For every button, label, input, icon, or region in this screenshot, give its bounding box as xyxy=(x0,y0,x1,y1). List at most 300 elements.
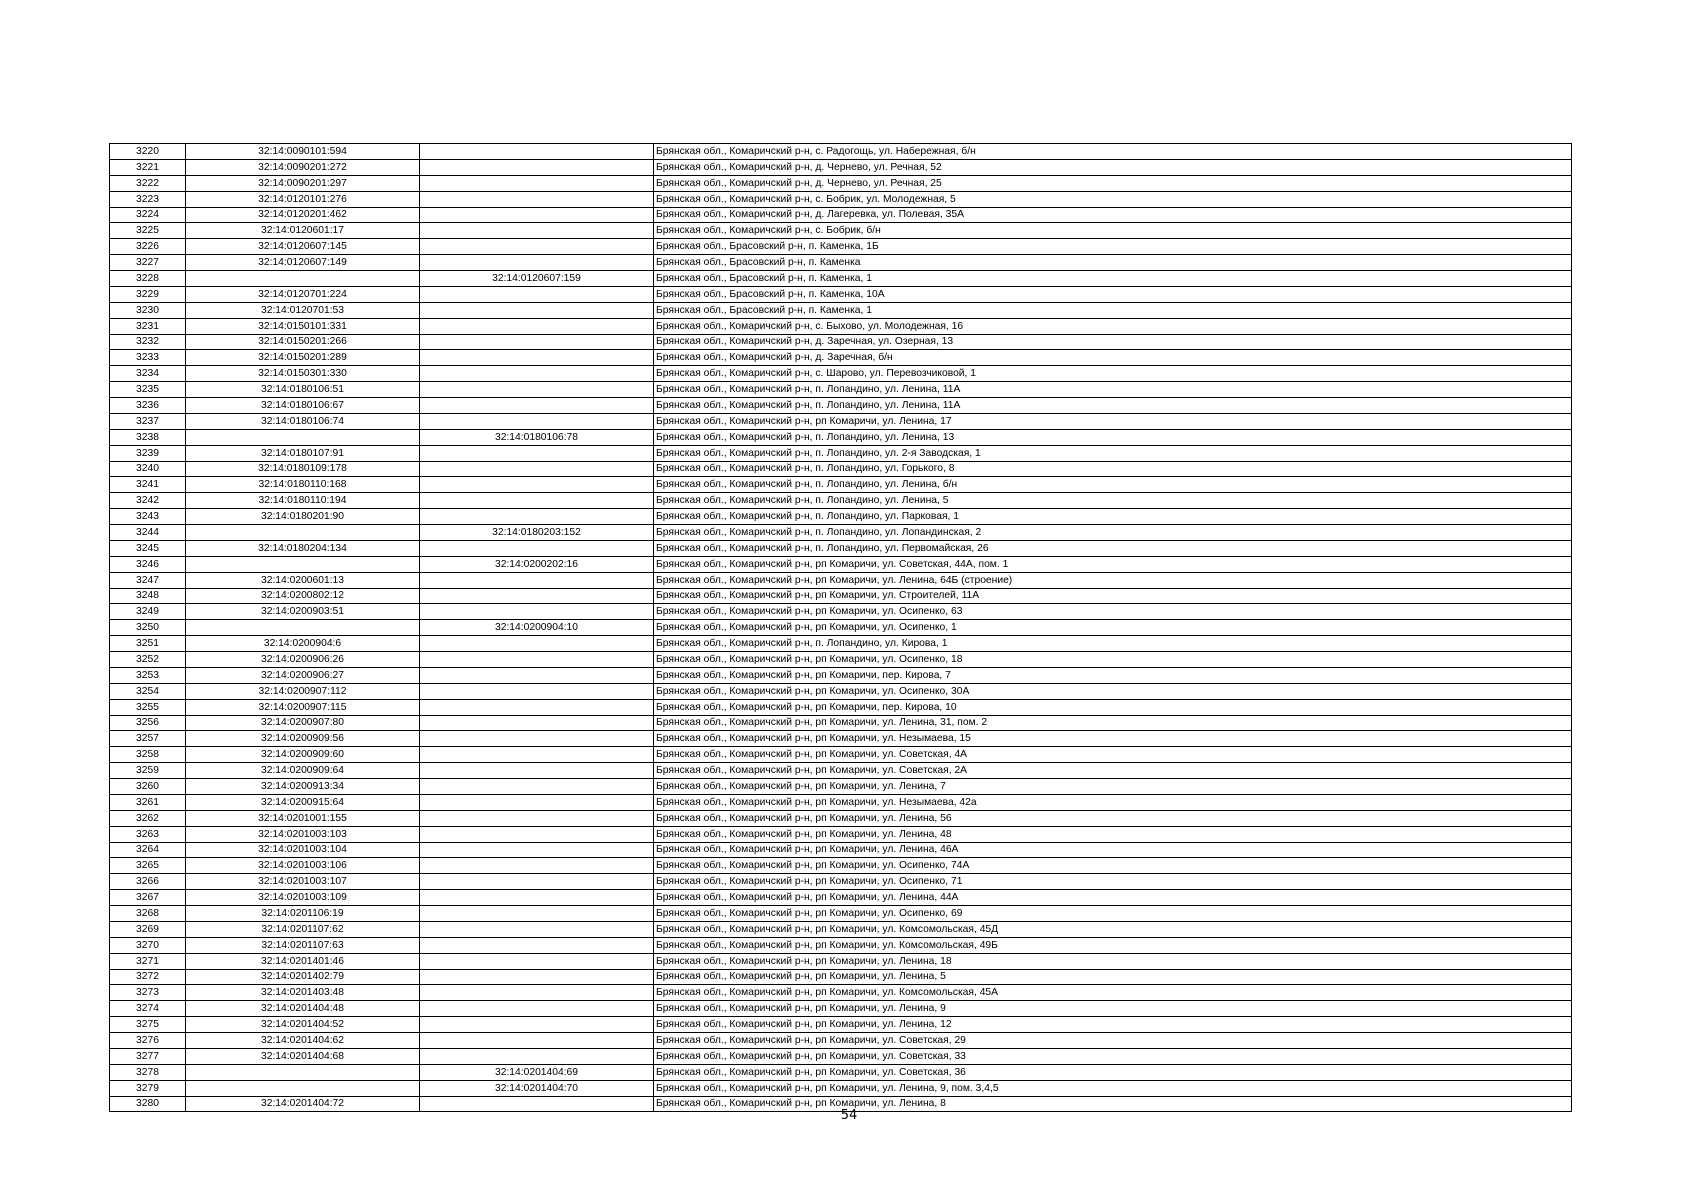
address-cell: Брянская обл., Комаричский р-н, рп Комаричи, пер. Кирова, 7 xyxy=(654,667,1572,683)
cadastral-number-cell: 32:14:0200907:112 xyxy=(186,683,420,699)
related-cadastral-number-cell xyxy=(420,921,654,937)
cadastral-number-cell: 32:14:0200907:115 xyxy=(186,699,420,715)
cadastral-number-cell: 32:14:0200913:34 xyxy=(186,779,420,795)
address-cell: Брянская обл., Комаричский р-н, рп Комаричи, ул. Строителей, 11А xyxy=(654,588,1572,604)
related-cadastral-number-cell xyxy=(420,667,654,683)
related-cadastral-number-cell xyxy=(420,398,654,414)
table-row xyxy=(110,588,1572,604)
table-row xyxy=(110,747,1572,763)
related-cadastral-number-cell xyxy=(420,810,654,826)
address-cell: Брянская обл., Комаричский р-н, рп Комаричи, ул. Ленина, 64Б (строение) xyxy=(654,572,1572,588)
registry-table xyxy=(109,143,1572,1112)
table-row xyxy=(110,413,1572,429)
cadastral-number-cell: 32:14:0201106:19 xyxy=(186,906,420,922)
related-cadastral-number-cell xyxy=(420,652,654,668)
row-number-cell: 3270 xyxy=(110,937,186,953)
related-cadastral-number-cell xyxy=(420,985,654,1001)
related-cadastral-number-cell xyxy=(420,382,654,398)
address-cell: Брянская обл., Комаричский р-н, рп Комаричи, ул. Осипенко, 30А xyxy=(654,683,1572,699)
address-cell: Брянская обл., Комаричский р-н, д. Черневo, ул. Речная, 52 xyxy=(654,159,1572,175)
row-number-cell: 3275 xyxy=(110,1017,186,1033)
related-cadastral-number-cell xyxy=(420,350,654,366)
table-row xyxy=(110,286,1572,302)
table-row xyxy=(110,556,1572,572)
address-cell: Брянская обл., Комаричский р-н, рп Комаричи, ул. Осипенко, 1 xyxy=(654,620,1572,636)
table-row xyxy=(110,398,1572,414)
row-number-cell: 3236 xyxy=(110,398,186,414)
address-cell: Брянская обл., Комаричский р-н, д. Заречная, б/н xyxy=(654,350,1572,366)
row-number-cell: 3262 xyxy=(110,810,186,826)
cadastral-number-cell: 32:14:0201404:52 xyxy=(186,1017,420,1033)
address-cell: Брянская обл., Комаричский р-н, п. Лопандино, ул. Ленина, 11А xyxy=(654,382,1572,398)
address-cell: Брянская обл., Комаричский р-н, д. Черневo, ул. Речная, 25 xyxy=(654,175,1572,191)
address-cell: Брянская обл., Комаричский р-н, рп Комаричи, ул. Советская, 36 xyxy=(654,1064,1572,1080)
cadastral-number-cell: 32:14:0201107:63 xyxy=(186,937,420,953)
address-cell: Брянская обл., Комаричский р-н, рп Комаричи, ул. Осипенко, 71 xyxy=(654,874,1572,890)
table-row xyxy=(110,953,1572,969)
address-cell: Брянская обл., Комаричский р-н, рп Комаричи, пер. Кирова, 10 xyxy=(654,699,1572,715)
address-cell: Брянская обл., Комаричский р-н, рп Комаричи, ул. Ленина, 12 xyxy=(654,1017,1572,1033)
related-cadastral-number-cell: 32:14:0201404:69 xyxy=(420,1064,654,1080)
cadastral-number-cell: 32:14:0200909:56 xyxy=(186,731,420,747)
related-cadastral-number-cell xyxy=(420,953,654,969)
related-cadastral-number-cell xyxy=(420,890,654,906)
related-cadastral-number-cell xyxy=(420,540,654,556)
address-cell: Брянская обл., Брасовский р-н, п. Каменка xyxy=(654,255,1572,271)
cadastral-number-cell: 32:14:0120607:145 xyxy=(186,239,420,255)
address-cell: Брянская обл., Брасовский р-н, п. Каменка, 1 xyxy=(654,271,1572,287)
page-number: 54 xyxy=(840,1108,858,1123)
cadastral-number-cell: 32:14:0201401:46 xyxy=(186,953,420,969)
related-cadastral-number-cell xyxy=(420,175,654,191)
row-number-cell: 3252 xyxy=(110,652,186,668)
address-cell: Брянская обл., Комаричский р-н, д. Лагеревка, ул. Полевая, 35А xyxy=(654,207,1572,223)
cadastral-number-cell: 32:14:0200906:27 xyxy=(186,667,420,683)
row-number-cell: 3274 xyxy=(110,1001,186,1017)
table-row xyxy=(110,1017,1572,1033)
address-cell: Брянская обл., Комаричский р-н, с. Бобрик, ул. Молодежная, 5 xyxy=(654,191,1572,207)
address-cell: Брянская обл., Комаричский р-н, рп Комаричи, ул. Ленина, 46А xyxy=(654,842,1572,858)
table-row xyxy=(110,604,1572,620)
table-row xyxy=(110,1001,1572,1017)
address-cell: Брянская обл., Комаричский р-н, рп Комаричи, ул. Комсомольская, 49Б xyxy=(654,937,1572,953)
related-cadastral-number-cell: 32:14:0120607:159 xyxy=(420,271,654,287)
address-cell: Брянская обл., Комаричский р-н, рп Комаричи, ул. Ленина, 18 xyxy=(654,953,1572,969)
cadastral-number-cell: 32:14:0201402:79 xyxy=(186,969,420,985)
related-cadastral-number-cell xyxy=(420,493,654,509)
address-cell: Брянская обл., Комаричский р-н, рп Комаричи, ул. Советская, 33 xyxy=(654,1048,1572,1064)
table-row xyxy=(110,620,1572,636)
table-row xyxy=(110,445,1572,461)
cadastral-number-cell: 32:14:0200802:12 xyxy=(186,588,420,604)
table-row xyxy=(110,715,1572,731)
address-cell: Брянская обл., Комаричский р-н, рп Комаричи, ул. Осипенко, 74А xyxy=(654,858,1572,874)
cadastral-number-cell: 32:14:0201003:106 xyxy=(186,858,420,874)
related-cadastral-number-cell xyxy=(420,826,654,842)
row-number-cell: 3272 xyxy=(110,969,186,985)
related-cadastral-number-cell xyxy=(420,1001,654,1017)
row-number-cell: 3280 xyxy=(110,1096,186,1112)
table-row xyxy=(110,826,1572,842)
row-number-cell: 3228 xyxy=(110,271,186,287)
cadastral-number-cell: 32:14:0201003:107 xyxy=(186,874,420,890)
row-number-cell: 3249 xyxy=(110,604,186,620)
cadastral-number-cell: 32:14:0120101:276 xyxy=(186,191,420,207)
row-number-cell: 3223 xyxy=(110,191,186,207)
related-cadastral-number-cell xyxy=(420,445,654,461)
row-number-cell: 3251 xyxy=(110,636,186,652)
address-cell: Брянская обл., Комаричский р-н, рп Комаричи, ул. Советская, 29 xyxy=(654,1033,1572,1049)
related-cadastral-number-cell: 32:14:0200904:10 xyxy=(420,620,654,636)
row-number-cell: 3261 xyxy=(110,794,186,810)
related-cadastral-number-cell xyxy=(420,1033,654,1049)
table-row xyxy=(110,223,1572,239)
cadastral-number-cell xyxy=(186,429,420,445)
address-cell: Брянская обл., Комаричский р-н, п. Лопандино, ул. Первомайская, 26 xyxy=(654,540,1572,556)
address-cell: Брянская обл., Комаричский р-н, п. Лопандино, ул. Парковая, 1 xyxy=(654,509,1572,525)
table-row xyxy=(110,255,1572,271)
address-cell: Брянская обл., Комаричский р-н, рп Комаричи, ул. Ленина, 9 xyxy=(654,1001,1572,1017)
row-number-cell: 3227 xyxy=(110,255,186,271)
cadastral-number-cell: 32:14:0200903:51 xyxy=(186,604,420,620)
row-number-cell: 3241 xyxy=(110,477,186,493)
cadastral-number-cell: 32:14:0201403:48 xyxy=(186,985,420,1001)
related-cadastral-number-cell xyxy=(420,255,654,271)
related-cadastral-number-cell: 32:14:0201404:70 xyxy=(420,1080,654,1096)
cadastral-number-cell: 32:14:0180204:134 xyxy=(186,540,420,556)
address-cell: Брянская обл., Комаричский р-н, с. Шарово, ул. Перевозчиковой, 1 xyxy=(654,366,1572,382)
related-cadastral-number-cell xyxy=(420,413,654,429)
cadastral-number-cell: 32:14:0201003:104 xyxy=(186,842,420,858)
table-row xyxy=(110,334,1572,350)
table-row xyxy=(110,652,1572,668)
table-row xyxy=(110,191,1572,207)
related-cadastral-number-cell xyxy=(420,874,654,890)
cadastral-number-cell: 32:14:0180201:90 xyxy=(186,509,420,525)
related-cadastral-number-cell xyxy=(420,969,654,985)
related-cadastral-number-cell xyxy=(420,1048,654,1064)
related-cadastral-number-cell xyxy=(420,509,654,525)
address-cell: Брянская обл., Комаричский р-н, п. Лопандино, ул. Ленина, 11А xyxy=(654,398,1572,414)
cadastral-number-cell: 32:14:0180109:178 xyxy=(186,461,420,477)
row-number-cell: 3257 xyxy=(110,731,186,747)
cadastral-number-cell: 32:14:0201003:109 xyxy=(186,890,420,906)
related-cadastral-number-cell xyxy=(420,937,654,953)
related-cadastral-number-cell xyxy=(420,588,654,604)
address-cell: Брянская обл., Комаричский р-н, рп Комаричи, ул. Ленина, 56 xyxy=(654,810,1572,826)
address-cell: Брянская обл., Комаричский р-н, рп Комаричи, ул. Комсомольская, 45Д xyxy=(654,921,1572,937)
address-cell: Брянская обл., Комаричский р-н, рп Комаричи, ул. Ленина, 31, пом. 2 xyxy=(654,715,1572,731)
row-number-cell: 3220 xyxy=(110,144,186,160)
row-number-cell: 3269 xyxy=(110,921,186,937)
address-cell: Брянская обл., Комаричский р-н, рп Комаричи, ул. Комсомольская, 45А xyxy=(654,985,1572,1001)
cadastral-number-cell: 32:14:0150101:331 xyxy=(186,318,420,334)
cadastral-number-cell: 32:14:0201404:72 xyxy=(186,1096,420,1112)
address-cell: Брянская обл., Комаричский р-н, рп Комаричи, ул. Ленина, 48 xyxy=(654,826,1572,842)
related-cadastral-number-cell xyxy=(420,334,654,350)
table-row xyxy=(110,1080,1572,1096)
table-row xyxy=(110,382,1572,398)
cadastral-number-cell: 32:14:0200907:80 xyxy=(186,715,420,731)
row-number-cell: 3267 xyxy=(110,890,186,906)
address-cell: Брянская обл., Комаричский р-н, п. Лопандино, ул. Горького, 8 xyxy=(654,461,1572,477)
table-row xyxy=(110,159,1572,175)
cadastral-number-cell: 32:14:0120601:17 xyxy=(186,223,420,239)
address-cell: Брянская обл., Комаричский р-н, с. Радогощь, ул. Набережная, б/н xyxy=(654,144,1572,160)
cadastral-number-cell xyxy=(186,1080,420,1096)
table-row xyxy=(110,493,1572,509)
address-cell: Брянская обл., Брасовский р-н, п. Каменка, 1Б xyxy=(654,239,1572,255)
related-cadastral-number-cell xyxy=(420,144,654,160)
cadastral-number-cell: 32:14:0180106:67 xyxy=(186,398,420,414)
table-row xyxy=(110,858,1572,874)
table-row xyxy=(110,667,1572,683)
address-cell: Брянская обл., Комаричский р-н, рп Комаричи, ул. Ленина, 5 xyxy=(654,969,1572,985)
table-row xyxy=(110,350,1572,366)
address-cell: Брянская обл., Комаричский р-н, рп Комаричи, ул. Осипенко, 63 xyxy=(654,604,1572,620)
row-number-cell: 3238 xyxy=(110,429,186,445)
row-number-cell: 3258 xyxy=(110,747,186,763)
table-row xyxy=(110,429,1572,445)
cadastral-number-cell xyxy=(186,556,420,572)
related-cadastral-number-cell xyxy=(420,366,654,382)
table-row xyxy=(110,906,1572,922)
table-row xyxy=(110,271,1572,287)
related-cadastral-number-cell: 32:14:0180203:152 xyxy=(420,525,654,541)
table-row xyxy=(110,1064,1572,1080)
row-number-cell: 3243 xyxy=(110,509,186,525)
table-row xyxy=(110,1048,1572,1064)
row-number-cell: 3271 xyxy=(110,953,186,969)
row-number-cell: 3244 xyxy=(110,525,186,541)
row-number-cell: 3247 xyxy=(110,572,186,588)
table-row xyxy=(110,477,1572,493)
row-number-cell: 3233 xyxy=(110,350,186,366)
cadastral-number-cell: 32:14:0200906:26 xyxy=(186,652,420,668)
related-cadastral-number-cell xyxy=(420,683,654,699)
table-row xyxy=(110,810,1572,826)
row-number-cell: 3255 xyxy=(110,699,186,715)
related-cadastral-number-cell xyxy=(420,572,654,588)
related-cadastral-number-cell xyxy=(420,461,654,477)
address-cell: Брянская обл., Комаричский р-н, рп Комаричи, ул. Осипенко, 69 xyxy=(654,906,1572,922)
address-cell: Брянская обл., Комаричский р-н, с. Быхово, ул. Молодежная, 16 xyxy=(654,318,1572,334)
row-number-cell: 3231 xyxy=(110,318,186,334)
related-cadastral-number-cell xyxy=(420,191,654,207)
address-cell: Брянская обл., Комаричский р-н, рп Комаричи, ул. Ленина, 8 xyxy=(654,1096,1572,1112)
cadastral-number-cell: 32:14:0120201:462 xyxy=(186,207,420,223)
related-cadastral-number-cell xyxy=(420,747,654,763)
cadastral-number-cell xyxy=(186,271,420,287)
table-row xyxy=(110,779,1572,795)
address-cell: Брянская обл., Комаричский р-н, рп Комаричи, ул. Ленина, 7 xyxy=(654,779,1572,795)
related-cadastral-number-cell xyxy=(420,763,654,779)
row-number-cell: 3264 xyxy=(110,842,186,858)
address-cell: Брянская обл., Брасовский р-н, п. Каменка, 10А xyxy=(654,286,1572,302)
row-number-cell: 3265 xyxy=(110,858,186,874)
table-row xyxy=(110,985,1572,1001)
cadastral-number-cell: 32:14:0200909:64 xyxy=(186,763,420,779)
row-number-cell: 3240 xyxy=(110,461,186,477)
table-row xyxy=(110,731,1572,747)
cadastral-number-cell: 32:14:0201003:103 xyxy=(186,826,420,842)
table-row xyxy=(110,525,1572,541)
related-cadastral-number-cell xyxy=(420,842,654,858)
address-cell: Брянская обл., Комаричский р-н, рп Комаричи, ул. Ленина, 44А xyxy=(654,890,1572,906)
table-row xyxy=(110,239,1572,255)
address-cell: Брянская обл., Комаричский р-н, п. Лопандино, ул. Ленина, 13 xyxy=(654,429,1572,445)
address-cell: Брянская обл., Комаричский р-н, рп Комаричи, ул. Советская, 2А xyxy=(654,763,1572,779)
cadastral-number-cell: 32:14:0090201:297 xyxy=(186,175,420,191)
row-number-cell: 3248 xyxy=(110,588,186,604)
row-number-cell: 3260 xyxy=(110,779,186,795)
cadastral-number-cell: 32:14:0180106:51 xyxy=(186,382,420,398)
related-cadastral-number-cell xyxy=(420,636,654,652)
row-number-cell: 3253 xyxy=(110,667,186,683)
related-cadastral-number-cell xyxy=(420,207,654,223)
cadastral-number-cell xyxy=(186,525,420,541)
address-cell: Брянская обл., Комаричский р-н, с. Бобрик, б/н xyxy=(654,223,1572,239)
cadastral-number-cell: 32:14:0120607:149 xyxy=(186,255,420,271)
cadastral-number-cell: 32:14:0120701:224 xyxy=(186,286,420,302)
address-cell: Брянская обл., Брасовский р-н, п. Каменка, 1 xyxy=(654,302,1572,318)
row-number-cell: 3242 xyxy=(110,493,186,509)
row-number-cell: 3263 xyxy=(110,826,186,842)
row-number-cell: 3235 xyxy=(110,382,186,398)
row-number-cell: 3273 xyxy=(110,985,186,1001)
table-row xyxy=(110,969,1572,985)
address-cell: Брянская обл., Комаричский р-н, рп Комаричи, ул. Незымаева, 15 xyxy=(654,731,1572,747)
row-number-cell: 3245 xyxy=(110,540,186,556)
related-cadastral-number-cell xyxy=(420,858,654,874)
table-row xyxy=(110,572,1572,588)
row-number-cell: 3230 xyxy=(110,302,186,318)
table-row xyxy=(110,636,1572,652)
related-cadastral-number-cell: 32:14:0200202:16 xyxy=(420,556,654,572)
related-cadastral-number-cell xyxy=(420,159,654,175)
table-row xyxy=(110,842,1572,858)
related-cadastral-number-cell xyxy=(420,779,654,795)
address-cell: Брянская обл., Комаричский р-н, п. Лопандино, ул. Лопандинская, 2 xyxy=(654,525,1572,541)
related-cadastral-number-cell xyxy=(420,906,654,922)
table-row xyxy=(110,699,1572,715)
row-number-cell: 3225 xyxy=(110,223,186,239)
row-number-cell: 3232 xyxy=(110,334,186,350)
table-row xyxy=(110,207,1572,223)
table-row xyxy=(110,509,1572,525)
row-number-cell: 3276 xyxy=(110,1033,186,1049)
row-number-cell: 3277 xyxy=(110,1048,186,1064)
related-cadastral-number-cell xyxy=(420,699,654,715)
row-number-cell: 3239 xyxy=(110,445,186,461)
table-row xyxy=(110,175,1572,191)
cadastral-number-cell: 32:14:0090101:594 xyxy=(186,144,420,160)
row-number-cell: 3222 xyxy=(110,175,186,191)
cadastral-number-cell: 32:14:0150201:289 xyxy=(186,350,420,366)
cadastral-number-cell: 32:14:0200904:6 xyxy=(186,636,420,652)
row-number-cell: 3237 xyxy=(110,413,186,429)
related-cadastral-number-cell xyxy=(420,794,654,810)
cadastral-number-cell: 32:14:0180110:194 xyxy=(186,493,420,509)
cadastral-number-cell: 32:14:0120701:53 xyxy=(186,302,420,318)
related-cadastral-number-cell xyxy=(420,318,654,334)
table-row xyxy=(110,302,1572,318)
table-row xyxy=(110,763,1572,779)
address-cell: Брянская обл., Комаричский р-н, рп Комаричи, ул. Советская, 4А xyxy=(654,747,1572,763)
address-cell: Брянская обл., Комаричский р-н, д. Заречная, ул. Озерная, 13 xyxy=(654,334,1572,350)
table-row xyxy=(110,461,1572,477)
table-row xyxy=(110,540,1572,556)
row-number-cell: 3224 xyxy=(110,207,186,223)
address-cell: Брянская обл., Комаричский р-н, рп Комаричи, ул. Осипенко, 18 xyxy=(654,652,1572,668)
row-number-cell: 3268 xyxy=(110,906,186,922)
table-row xyxy=(110,921,1572,937)
cadastral-number-cell: 32:14:0201404:62 xyxy=(186,1033,420,1049)
table-row xyxy=(110,890,1572,906)
cadastral-number-cell: 32:14:0200909:60 xyxy=(186,747,420,763)
address-cell: Брянская обл., Комаричский р-н, п. Лопандино, ул. Ленина, 5 xyxy=(654,493,1572,509)
related-cadastral-number-cell xyxy=(420,477,654,493)
row-number-cell: 3279 xyxy=(110,1080,186,1096)
row-number-cell: 3221 xyxy=(110,159,186,175)
cadastral-number-cell: 32:14:0150201:266 xyxy=(186,334,420,350)
cadastral-number-cell: 32:14:0201107:62 xyxy=(186,921,420,937)
table-row xyxy=(110,1033,1572,1049)
row-number-cell: 3234 xyxy=(110,366,186,382)
row-number-cell: 3259 xyxy=(110,763,186,779)
table-row xyxy=(110,794,1572,810)
row-number-cell: 3266 xyxy=(110,874,186,890)
table-row xyxy=(110,318,1572,334)
cadastral-number-cell xyxy=(186,620,420,636)
related-cadastral-number-cell xyxy=(420,239,654,255)
related-cadastral-number-cell xyxy=(420,223,654,239)
registry-table-body xyxy=(110,144,1572,1112)
related-cadastral-number-cell: 32:14:0180106:78 xyxy=(420,429,654,445)
cadastral-number-cell: 32:14:0201404:48 xyxy=(186,1001,420,1017)
table-row xyxy=(110,144,1572,160)
row-number-cell: 3229 xyxy=(110,286,186,302)
registry-sheet xyxy=(109,143,1571,1112)
address-cell: Брянская обл., Комаричский р-н, п. Лопандино, ул. Кирова, 1 xyxy=(654,636,1572,652)
address-cell: Брянская обл., Комаричский р-н, п. Лопандино, ул. 2-я Заводская, 1 xyxy=(654,445,1572,461)
table-row xyxy=(110,937,1572,953)
address-cell: Брянская обл., Комаричский р-н, рп Комаричи, ул. Ленина, 9, пом. 3,4,5 xyxy=(654,1080,1572,1096)
table-row xyxy=(110,874,1572,890)
related-cadastral-number-cell xyxy=(420,1017,654,1033)
related-cadastral-number-cell xyxy=(420,715,654,731)
address-cell: Брянская обл., Комаричский р-н, рп Комаричи, ул. Ленина, 17 xyxy=(654,413,1572,429)
related-cadastral-number-cell xyxy=(420,731,654,747)
cadastral-number-cell: 32:14:0180110:168 xyxy=(186,477,420,493)
row-number-cell: 3246 xyxy=(110,556,186,572)
address-cell: Брянская обл., Комаричский р-н, рп Комаричи, ул. Незымаева, 42а xyxy=(654,794,1572,810)
cadastral-number-cell: 32:14:0200915:64 xyxy=(186,794,420,810)
related-cadastral-number-cell xyxy=(420,302,654,318)
cadastral-number-cell: 32:14:0201404:68 xyxy=(186,1048,420,1064)
cadastral-number-cell: 32:14:0180106:74 xyxy=(186,413,420,429)
cadastral-number-cell: 32:14:0180107:91 xyxy=(186,445,420,461)
cadastral-number-cell xyxy=(186,1064,420,1080)
row-number-cell: 3254 xyxy=(110,683,186,699)
address-cell: Брянская обл., Комаричский р-н, рп Комаричи, ул. Советская, 44А, пом. 1 xyxy=(654,556,1572,572)
row-number-cell: 3278 xyxy=(110,1064,186,1080)
row-number-cell: 3256 xyxy=(110,715,186,731)
address-cell: Брянская обл., Комаричский р-н, п. Лопандино, ул. Ленина, б/н xyxy=(654,477,1572,493)
row-number-cell: 3250 xyxy=(110,620,186,636)
row-number-cell: 3226 xyxy=(110,239,186,255)
cadastral-number-cell: 32:14:0150301:330 xyxy=(186,366,420,382)
